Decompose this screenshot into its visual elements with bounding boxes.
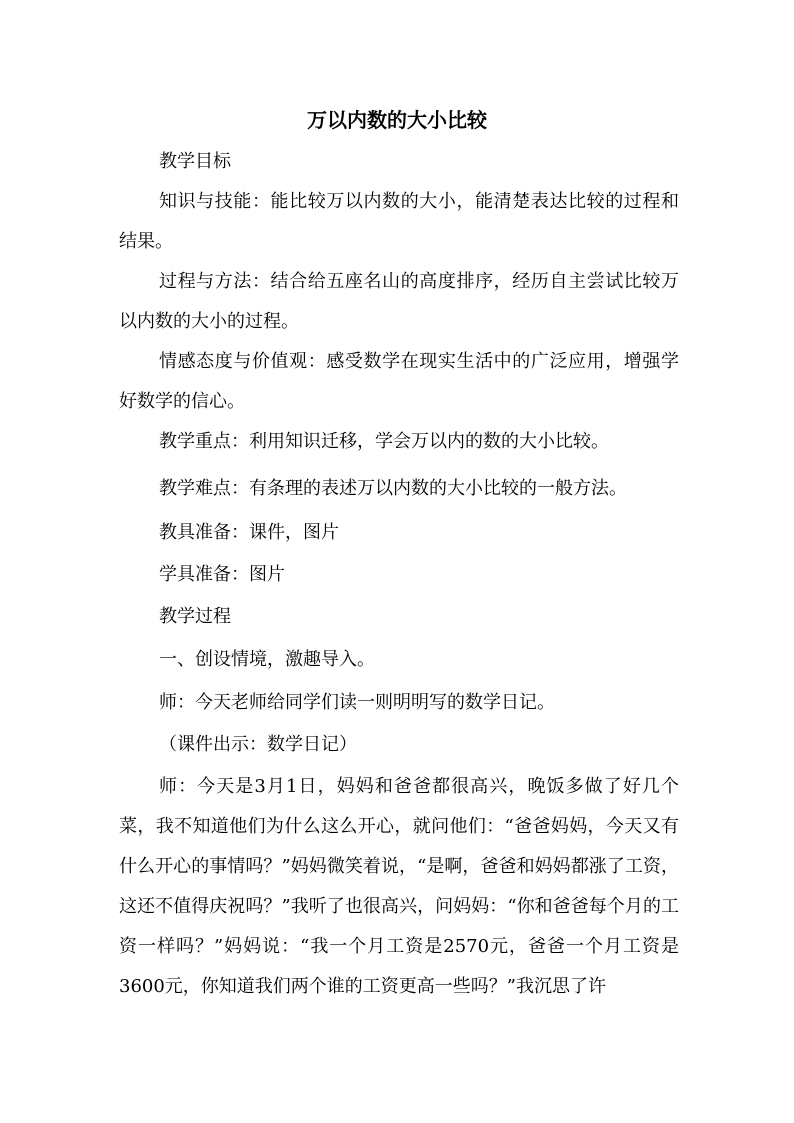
paragraph-knowledge-skills: 知识与技能：能比较万以内数的大小，能清楚表达比较的过程和结果。 xyxy=(119,191,679,252)
paragraph-student-tools: 学具准备：图片 xyxy=(159,564,285,585)
paragraph-courseware-note: （课件出示：数学日记） xyxy=(159,734,357,755)
step-heading-introduction: 一、创设情境，激趣导入。 xyxy=(159,649,375,670)
paragraph-teaching-key-points: 教学重点：利用知识迁移，学会万以内的数的大小比较。 xyxy=(159,431,609,452)
paragraph-emotion-values: 情感态度与价值观：感受数学在现实生活中的广泛应用，增强学好数学的信心。 xyxy=(119,351,679,412)
paragraph-math-diary: 师：今天是3月1日，妈妈和爸爸都很高兴，晚饭多做了好几个菜，我不知道他们为什么这么开心，就问他们：“爸爸妈妈，今天又有什么开心的事情吗？”妈妈微笑着说，“是啊，爸爸和妈妈都涨了工资，这还不值得庆祝吗？”我听了也很高兴，问妈妈：“你和爸爸每个月的工资一样吗？”妈妈说：“我一个月工资是2570元，爸爸一个月工资是3600元，你知道我们两个谁的工资更高一些吗？”我沉思了许 xyxy=(119,776,679,997)
section-heading-teaching-process: 教学过程 xyxy=(159,606,231,627)
document-title: 万以内数的大小比较 xyxy=(307,108,487,132)
paragraph-teacher-intro: 师：今天老师给同学们读一则明明写的数学日记。 xyxy=(159,692,555,713)
section-heading-teaching-goals: 教学目标 xyxy=(159,151,231,172)
paragraph-process-methods: 过程与方法：结合给五座名山的高度排序，经历自主尝试比较万以内数的大小的过程。 xyxy=(119,271,679,332)
paragraph-teaching-tools: 教具准备：课件，图片 xyxy=(159,522,339,543)
paragraph-teaching-difficulties: 教学难点：有条理的表述万以内数的大小比较的一般方法。 xyxy=(159,478,627,499)
